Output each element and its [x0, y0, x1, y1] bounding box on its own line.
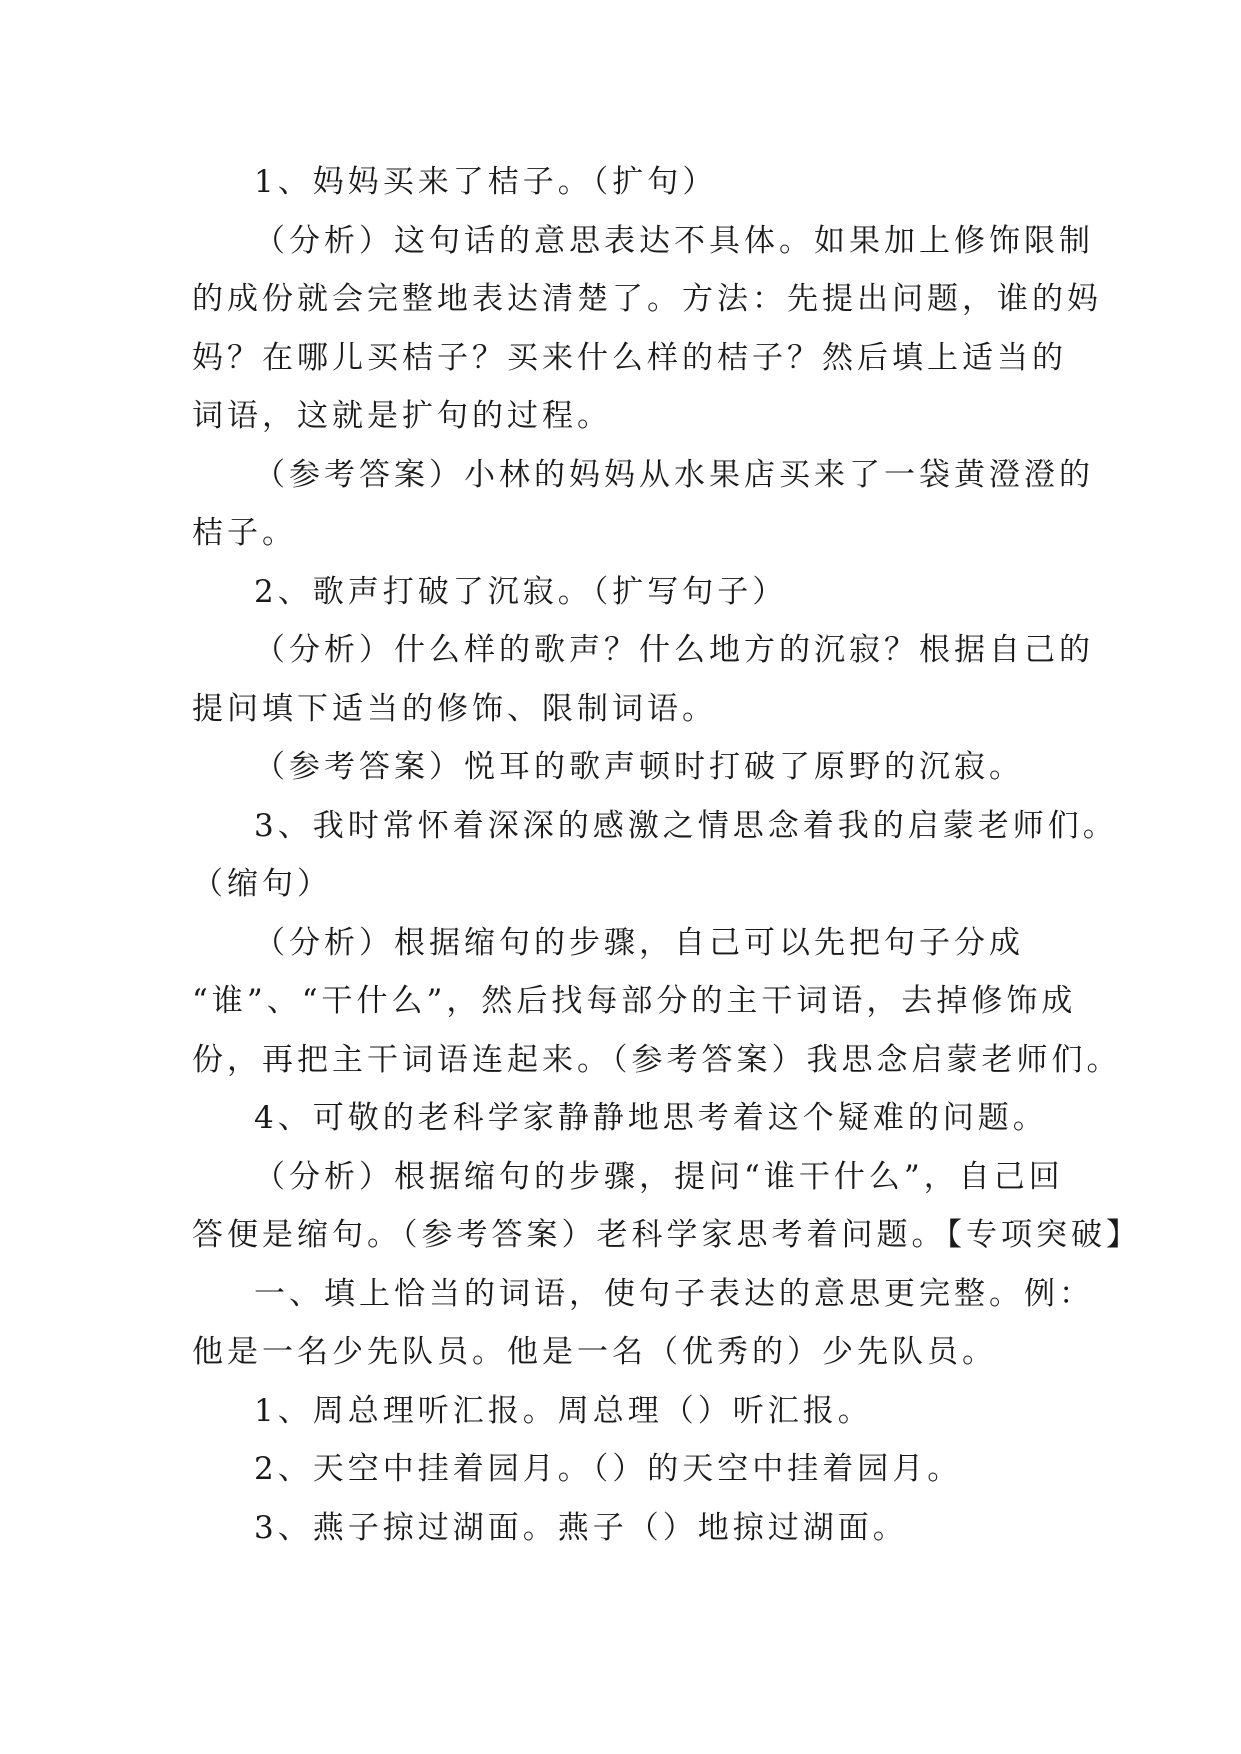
- document-body: [192, 153, 1141, 1557]
- text-line: 提问填下适当的修饰、限制词语。: [192, 690, 717, 727]
- text-line: 答便是缩句。（参考答案）老科学家思考着问题。【专项突破】: [192, 1217, 1141, 1253]
- text-line: （参考答案）小林的妈妈从水果店买来了一袋黄澄澄的: [254, 456, 1094, 493]
- text-line: 2、天空中挂着园月。（）的天空中挂着园月。: [254, 1451, 963, 1487]
- text-line: 2、歌声打破了沉寂。（扩写句子）: [254, 573, 788, 610]
- text-line: （分析）根据缩句的步骤，提问“谁干什么”，自己回: [254, 1158, 1064, 1195]
- text-line: （分析）这句话的意思表达不具体。如果加上修饰限制: [254, 222, 1094, 259]
- text-line: 3、燕子掠过湖面。燕子（）地掠过湖面。: [254, 1509, 908, 1546]
- text-line: 3、我时常怀着深深的感激之情思念着我的启蒙老师们。: [254, 807, 1118, 844]
- text-line: 词语，这就是扩句的过程。: [192, 398, 612, 434]
- text-line: 妈？在哪儿买桔子？买来什么样的桔子？然后填上适当的: [192, 339, 1067, 376]
- text-line: （分析）根据缩句的步骤，自己可以先把句子分成: [254, 924, 1024, 961]
- text-line: 桔子。: [192, 515, 297, 551]
- text-line: （缩句）: [192, 866, 332, 902]
- text-line: 1、周总理听汇报。周总理（）听汇报。: [254, 1392, 873, 1429]
- text-line: （参考答案）悦耳的歌声顿时打破了原野的沉寂。: [254, 749, 1024, 785]
- text-line: 他是一名少先队员。他是一名（优秀的）少先队员。: [192, 1334, 997, 1370]
- text-line: “谁”、“干什么”，然后找每部分的主干词语，去掉修饰成: [192, 983, 1077, 1019]
- text-line: 4、可敬的老科学家静静地思考着这个疑难的问题。: [254, 1100, 1048, 1136]
- text-line: 一、填上恰当的词语，使句子表达的意思更完整。例：: [254, 1275, 1094, 1312]
- text-line: 1、妈妈买来了桔子。（扩句）: [254, 164, 718, 200]
- text-line: 份，再把主干词语连起来。（参考答案）我思念启蒙老师们。: [192, 1041, 1122, 1078]
- text-line: （分析）什么样的歌声？什么地方的沉寂？根据自己的: [254, 632, 1094, 668]
- text-line: 的成份就会完整地表达清楚了。方法：先提出问题，谁的妈: [192, 281, 1102, 317]
